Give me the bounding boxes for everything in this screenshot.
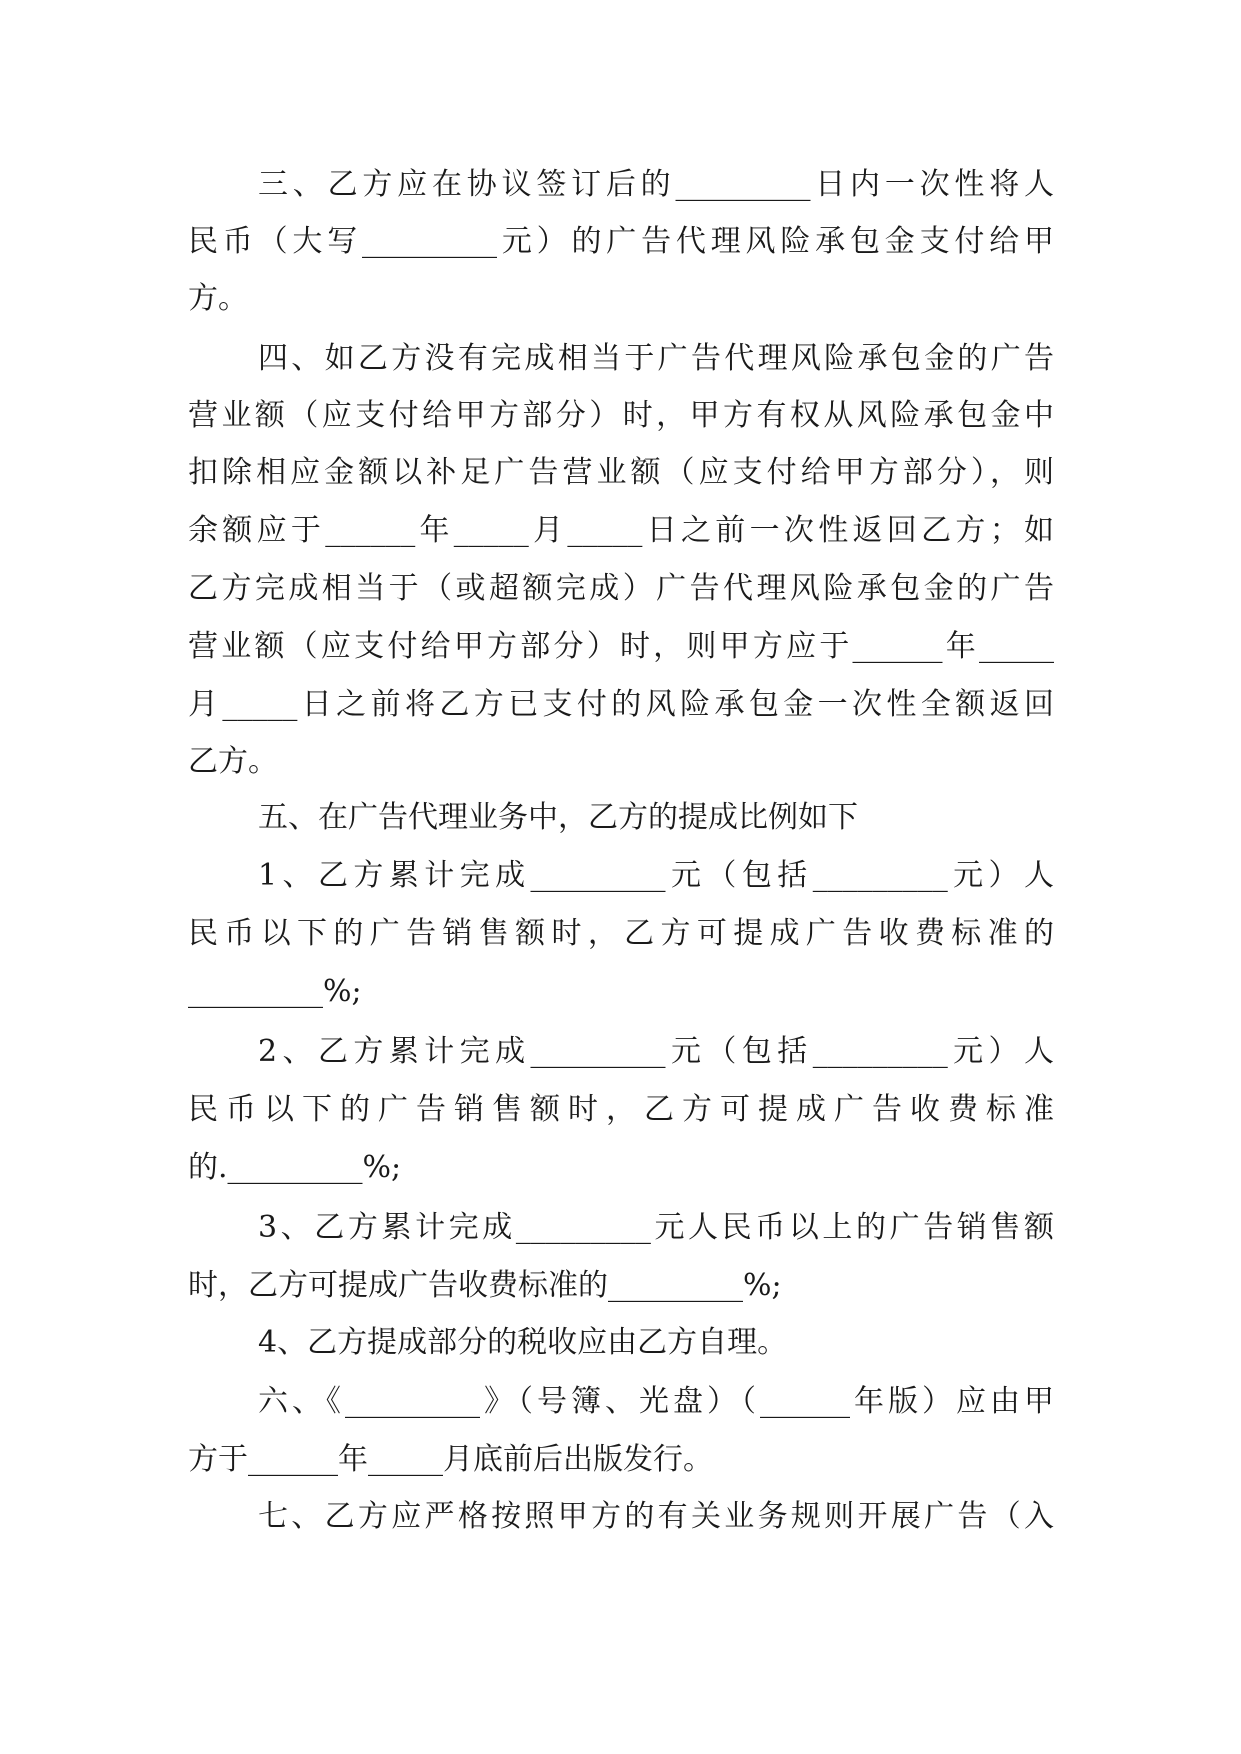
text-line: 乙方完成相当于（或超额完成）广告代理风险承包金的广告 bbox=[188, 571, 1054, 606]
text-line: 1、乙方累计完成_________元（包括_________元）人 bbox=[258, 858, 1054, 893]
text-line: 余额应于______年_____月_____日之前一次性返回乙方；如 bbox=[188, 513, 1054, 548]
text-line: _________%; bbox=[188, 974, 362, 1009]
text-line: 乙方。 bbox=[188, 744, 278, 779]
text-line: 3、乙方累计完成_________元人民币以上的广告销售额 bbox=[258, 1210, 1054, 1245]
text-line: 时，乙方可提成广告收费标准的_________%; bbox=[188, 1268, 782, 1303]
text-line: 营业额（应支付给甲方部分）时，甲方有权从风险承包金中 bbox=[188, 398, 1054, 433]
text-line: 2、乙方累计完成_________元（包括_________元）人 bbox=[258, 1034, 1054, 1069]
text-line: 四、如乙方没有完成相当于广告代理风险承包金的广告 bbox=[258, 341, 1054, 376]
text-line: 民币以下的广告销售额时，乙方可提成广告收费标准 bbox=[188, 1092, 1054, 1127]
text-line: 的._________%; bbox=[188, 1150, 402, 1185]
text-line: 三、乙方应在协议签订后的_________日内一次性将人 bbox=[258, 167, 1054, 202]
text-line: 民币以下的广告销售额时，乙方可提成广告收费标准的 bbox=[188, 916, 1054, 951]
text-line: 方。 bbox=[188, 281, 248, 316]
text-line: 六、《_________》（号簿、光盘）（______年版）应由甲 bbox=[258, 1384, 1054, 1419]
text-line: 扣除相应金额以补足广告营业额（应支付给甲方部分），则 bbox=[188, 455, 1054, 490]
text-line: 民币（大写_________元）的广告代理风险承包金支付给甲 bbox=[188, 224, 1054, 259]
text-line: 五、在广告代理业务中，乙方的提成比例如下 bbox=[258, 800, 858, 835]
text-line: 方于______年_____月底前后出版发行。 bbox=[188, 1442, 713, 1477]
text-line: 月_____日之前将乙方已支付的风险承包金一次性全额返回 bbox=[188, 687, 1054, 722]
text-line: 七、乙方应严格按照甲方的有关业务规则开展广告（入 bbox=[258, 1499, 1054, 1534]
text-line: 4、乙方提成部分的税收应由乙方自理。 bbox=[258, 1325, 788, 1360]
text-line: 营业额（应支付给甲方部分）时，则甲方应于______年_____ bbox=[188, 629, 1054, 664]
